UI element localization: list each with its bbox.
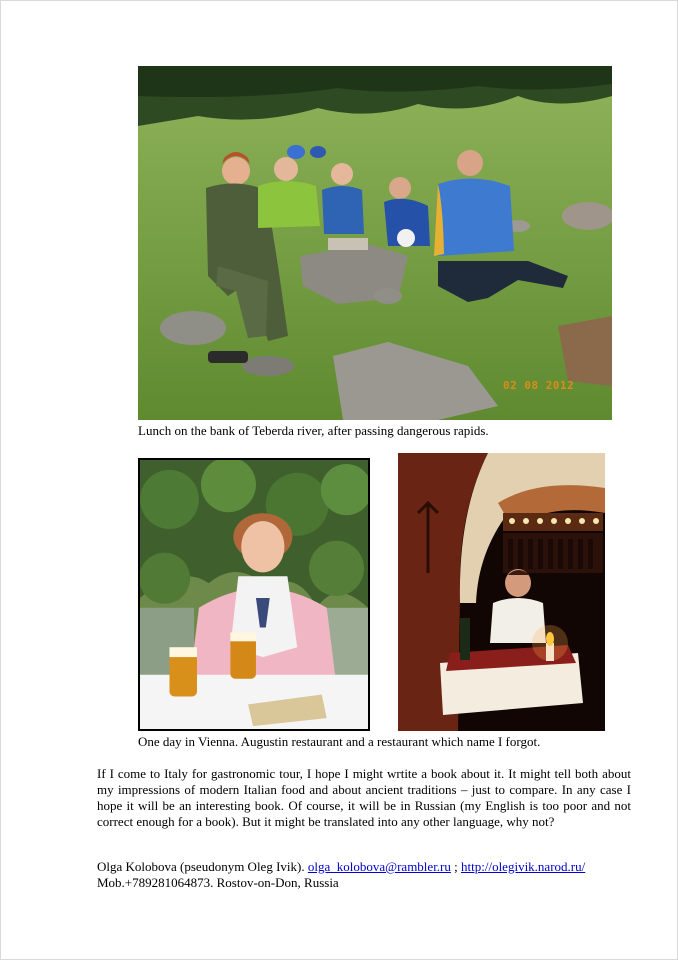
contact-block [97, 859, 637, 891]
website-link[interactable]: http://olegivik.narod.ru/ [461, 859, 586, 874]
vienna-photos-caption: One day in Vienna. Augustin restaurant and a restaurant which name I forgot. [138, 734, 541, 749]
vienna-augustin-photo [138, 458, 370, 731]
photo-date-stamp: 02 08 2012 [503, 379, 575, 392]
river-lunch-photo [138, 66, 612, 420]
vienna-restaurant-photo [398, 453, 605, 731]
email-link[interactable]: olga_kolobova@rambler.ru [307, 859, 451, 874]
river-photo-caption: Lunch on the bank of Teberda river, after passing dangerous rapids. [138, 423, 489, 438]
contact-separator: ; [454, 859, 458, 874]
body-paragraph: If I come to Italy for gastronomic tour, I hope I might wrtite a book about it. It might tell both about my impressions of modern Italian food and about ancient traditions – just to compare. In any case I hope it will be an interesting book. Of course, it will be in Russian (my English is too poor and not correct enough for a book). But it might be translated into any other language, why not? [97, 766, 631, 829]
author-name: Olga Kolobova (pseudonym Oleg Ivik). [97, 859, 305, 874]
phone-location: Mob.+789281064873. Rostov-on-Don, Russia [97, 875, 339, 890]
